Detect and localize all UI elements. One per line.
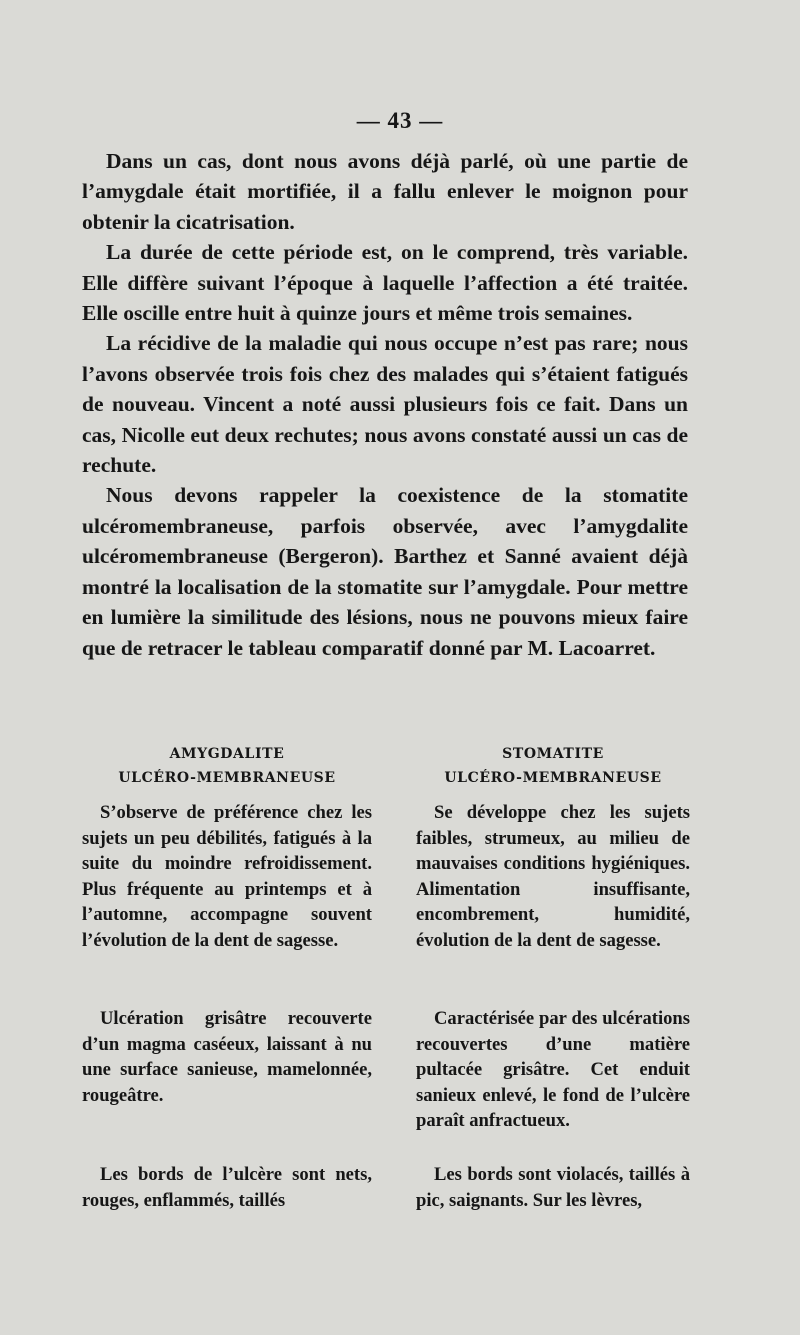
paragraph-recurrence: La récidive de la maladie qui nous occupe n’est pas rare; nous l’avons observée trois fois chez des malades qui s’étaient fatigués de nouveau. Vincent a noté aussi plusieurs fois ce fait. Dans un cas, Nicolle eut deux rechutes; nous avons constaté aussi un cas de rechute. [82, 331, 688, 478]
stomatite-ulceration: Caractérisée par des ulcérations recouvertes d’une matière pultacée grisâtre. Cet enduit sanieux enlevé, le fond de l’ulcère paraît anfractueux. [416, 1008, 690, 1132]
paragraph-coexistence: Nous devons rappeler la coexistence de la stomatite ulcéromembraneuse, parfois observée, avec l’amygdalite ulcéromembraneuse (Bergeron). Barthez et Sanné avaient déjà montré la localisation de la stomatite sur l’amygdale. Pour mettre en lumière la similitude des lésions, nous ne pouvons mieux faire que de retracer le tableau comparatif donné par M. Lacoarret. [82, 483, 688, 660]
heading-line-1: STOMATITE [502, 746, 604, 762]
column-stomatite [416, 742, 690, 1211]
heading-line-2: ULCÉRO-MEMBRANEUSE [118, 770, 336, 786]
paragraph-mortified-tonsil: Dans un cas, dont nous avons déjà parlé, où une partie de l’amygdale était mortifiée, il a fallu enlever le moignon pour obtenir la cicatrisation. [82, 149, 688, 234]
heading-line-2: ULCÉRO-MEMBRANEUSE [444, 770, 662, 786]
paragraph-duration: La durée de cette période est, on le comprend, très variable. Elle diffère suivant l’époque à laquelle l’affection a été traitée. Elle oscille entre huit à quinze jours et même trois semaines. [82, 240, 688, 326]
column-amygdalite [82, 742, 372, 1211]
column-heading-amygdalite [82, 742, 372, 790]
comparison-table [82, 742, 690, 1222]
amygdalite-ulceration: Ulcération grisâtre recouverte d’un magma caséeux, laissant à nu une surface sanieuse, mamelonnée, rougeâtre. [82, 1008, 372, 1106]
amygdalite-occurrence: S’observe de préférence chez les sujets un peu débilités, fatigués à la suite du moindre refroidissement. Plus fréquente au printemps et à l’automne, accompagne souvent l’évolution de la dent de sagesse. [82, 802, 372, 951]
stomatite-borders: Les bords sont violacés, taillés à pic, saignants. Sur les lèvres, [416, 1164, 690, 1211]
amygdalite-borders: Les bords de l’ulcère sont nets, rouges, enflammés, taillés [82, 1164, 372, 1211]
page-number: — 43 — [356, 108, 444, 133]
heading-line-1: AMYGDALITE [169, 746, 285, 762]
body-text [82, 146, 688, 663]
column-heading-stomatite [416, 742, 690, 790]
stomatite-occurrence: Se développe chez les sujets faibles, strumeux, au milieu de mauvaises conditions hygiéniques. Alimentation insuffisante, encombrement, humidité, évolution de la dent de sagesse. [416, 802, 690, 951]
